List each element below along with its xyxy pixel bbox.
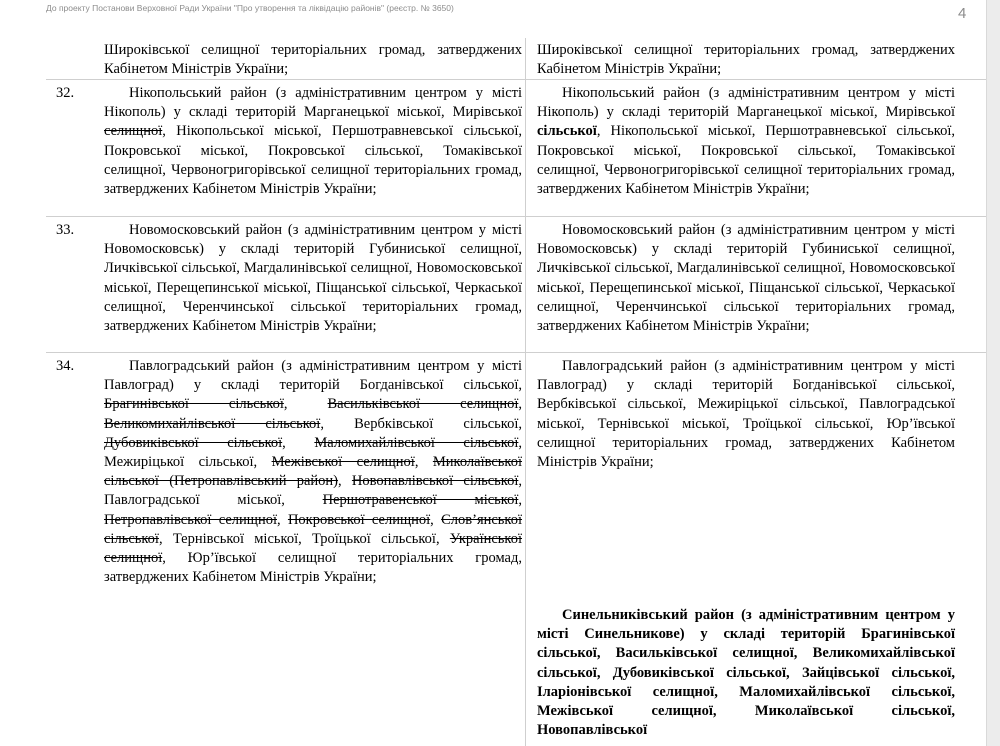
text-run: , Нікопольської міської, Першотравневської сільської, Покровської міської, Покровської сільської, Томаківської селищної, Червоногригорівської селищної територіальних громад, затверджених Кабінетом Міністрів України;: [104, 123, 522, 198]
text-run: ,: [414, 454, 433, 471]
item-number: 32.: [56, 85, 75, 101]
text-run: ,: [277, 511, 288, 528]
deleted-text: Дубовиківської сільської: [104, 434, 283, 451]
right-intro-paragraph: [537, 41, 955, 79]
text-run: Нікопольський район (з адміністративним центром у місті Нікополь) у складі територій Марганецької міської, Мирівської: [537, 85, 955, 121]
item-number: 33.: [56, 222, 75, 238]
page-number: 4: [958, 5, 967, 22]
deleted-text: Маломихайлівської сільської: [314, 434, 519, 451]
right-new-item-paragraph: [537, 606, 955, 740]
deleted-text: Межівської селищної: [271, 454, 415, 471]
right-item-32-paragraph: [537, 84, 955, 199]
left-item-32-paragraph: [104, 84, 522, 199]
vertical-scrollbar[interactable]: [987, 0, 1000, 746]
text-run: ,: [282, 434, 315, 451]
right-item-34-paragraph: [537, 357, 955, 472]
item-number: 34.: [56, 358, 75, 374]
deleted-text: селищної: [104, 123, 163, 140]
row-divider: [46, 352, 986, 353]
text-run: ,: [518, 492, 522, 509]
right-item-33-paragraph: [537, 221, 955, 336]
text-run: Новомосковський район (з адміністративним центром у місті Новомосковськ) у складі територій Губиниської селищної, Личківської сільської, Магдалинівської селищної, Новомосковської міської, Перещепинської міської, Піщанської сільської, Черкаської селищної, Черенчинської сільської територіальних громад, затверджених Кабінетом Міністрів України;: [537, 222, 955, 335]
text-run: Нікопольський район (з адміністративним центром у місті Нікополь) у складі територій Марганецької міської, Мирівської: [104, 85, 522, 121]
row-divider: [46, 216, 986, 217]
deleted-text: Брагинівської сільської: [104, 396, 284, 413]
text-run: , Юр’ївської селищної територіальних громад, затверджених Кабінетом Міністрів України;: [104, 550, 522, 586]
text-run: Павлоградський район (з адміністративним центром у місті Павлоград) у складі територій Богданівської сільської, Вербківської сільської, Межиріцької сільської, Павлоградської міської, Тернівської міської, Троїцької сільської, Юр’ївської селищної територіальних громад, затверджених Кабінетом Міністрів України;: [537, 358, 955, 471]
text-run: Широківської селищної територіальних громад, затверджених Кабінетом Міністрів України;: [104, 42, 522, 78]
deleted-text: Миколаївської сільської (Петропавлівський район): [104, 454, 522, 490]
text-run: Павлоградський район (з адміністративним центром у місті Павлоград) у складі територій Богданівської сільської,: [104, 358, 522, 394]
text-run: , Межиріцької сільської,: [104, 434, 523, 471]
deleted-text: Слов’янської сільської: [104, 511, 523, 547]
column-divider: [525, 38, 526, 746]
text-run: , Павлоградської міської,: [104, 473, 522, 509]
left-item-34-paragraph: [104, 357, 522, 587]
deleted-text: Новопавлівської сільської: [351, 473, 519, 490]
added-text: Синельниківський район (з адміністративним центром у місті Синельникове) у складі територій Брагинівської сільської, Васильківської селищної, Великомихайлівської сільської, Дубовиківської сільської, Зайцівської сільської, Іларіонівської селищної, Маломихайлівської сільської, Межівської селищної, Миколаївської сільської, Новопавлівської: [537, 607, 955, 739]
deleted-text: Петропавлівської селищної: [104, 511, 277, 528]
deleted-text: Великомихайлівської сільської: [104, 415, 321, 432]
added-text: сільської: [537, 123, 597, 140]
left-item-33-paragraph: [104, 221, 522, 336]
deleted-text: Васильківської селищної: [327, 396, 519, 413]
text-run: , Нікопольської міської, Першотравневської сільської, Покровської міської, Покровської сільської, Томаківської селищної, Червоногригорівської селищної територіальних громад, затверджених Кабінетом Міністрів України;: [537, 123, 955, 198]
deleted-text: Покровської селищної: [287, 511, 431, 528]
text-run: ,: [338, 473, 352, 490]
document-header: До проекту Постанови Верховної Ради України "Про утворення та ліквідацію районів" (реєстр. № 3650): [46, 3, 454, 13]
text-run: Широківської селищної територіальних громад, затверджених Кабінетом Міністрів України;: [537, 42, 955, 78]
left-intro-paragraph: [104, 41, 522, 79]
text-run: Новомосковський район (з адміністративним центром у місті Новомосковськ) у складі територій Губиниської селищної, Личківської сільської, Магдалинівської селищної, Новомосковської міської, Перещепинської міської, Піщанської сільської, Черкаської селищної, Черенчинської сільської територіальних громад, затверджених Кабінетом Міністрів України;: [104, 222, 522, 335]
deleted-text: Першотравенської міської: [322, 492, 519, 509]
text-run: ,: [283, 396, 328, 413]
deleted-text: Української селищної: [104, 530, 522, 567]
text-run: , Тернівської міської, Троїцької сільської,: [158, 530, 450, 547]
text-run: ,: [430, 511, 442, 528]
text-run: , Вербківської сільської,: [320, 415, 523, 432]
text-run: ,: [518, 396, 522, 413]
